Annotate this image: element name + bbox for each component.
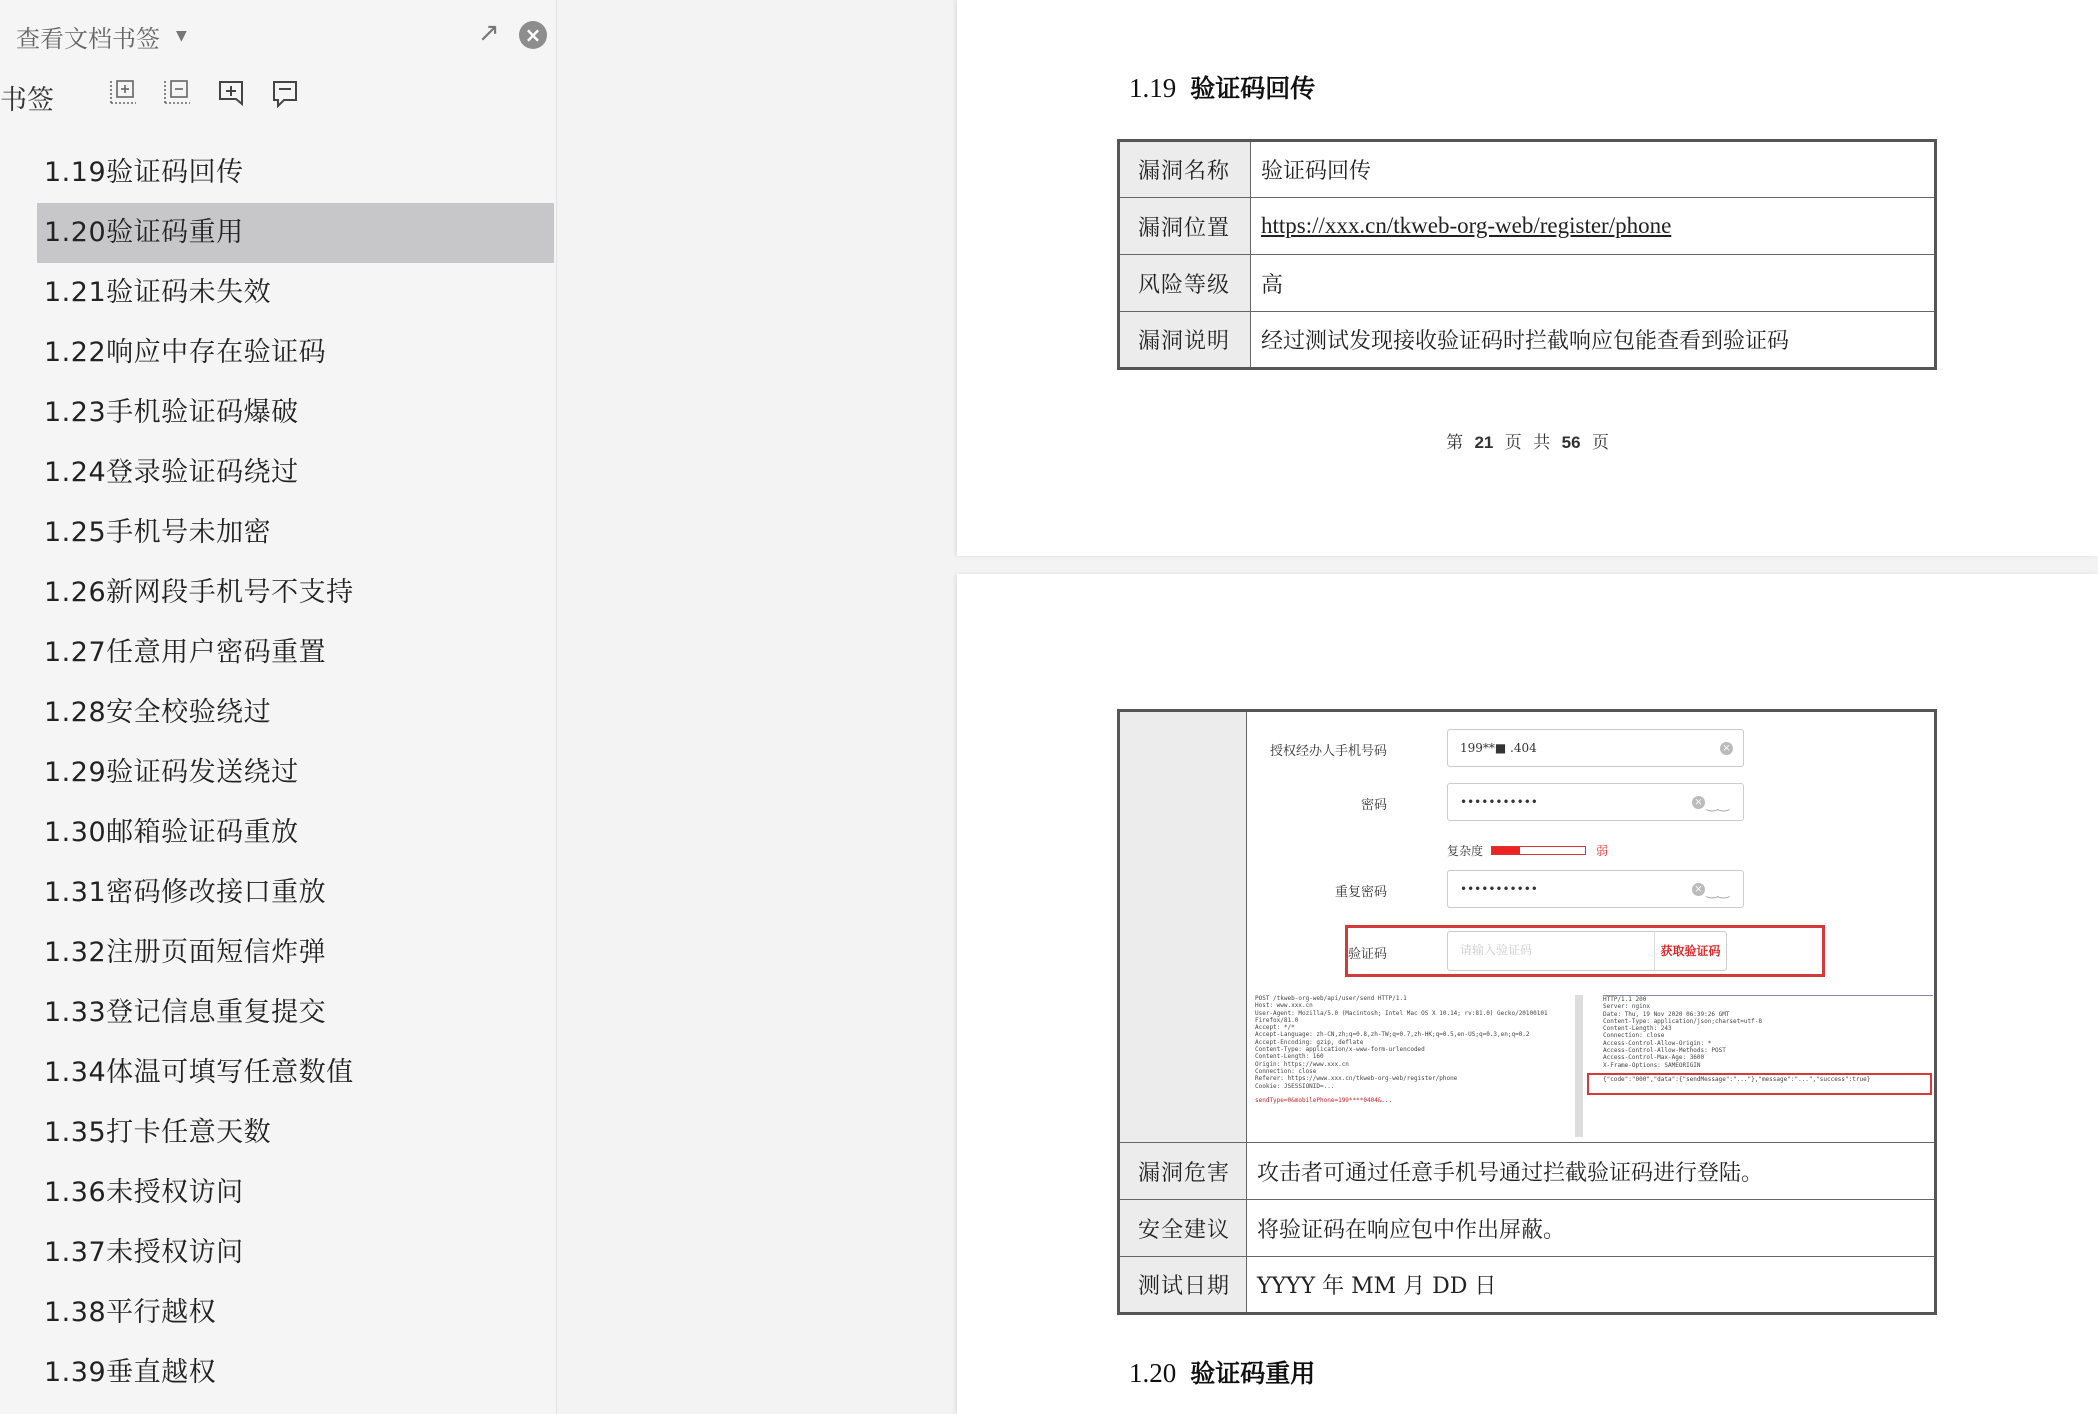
bookmark-item[interactable]: 1.39垂直越权 [44, 1357, 217, 1388]
strength-label: 复杂度 [1447, 844, 1484, 858]
eye-closed-icon: ‿‿ [1706, 883, 1729, 899]
bookmark-item[interactable]: 1.32注册页面短信炸弹 [44, 937, 327, 968]
table-row [1119, 1257, 1936, 1314]
bookmark-item[interactable]: 1.35打卡任意天数 [44, 1117, 272, 1148]
panel-title-dropdown[interactable] [16, 18, 187, 54]
row-label-empty [1119, 711, 1247, 1143]
bookmark-sidebar [0, 0, 557, 1414]
collapse-all-icon[interactable] [162, 78, 194, 110]
password-strength [1447, 842, 1608, 859]
evidence-screenshot [1247, 712, 1934, 1142]
get-code-button: 获取验证码 [1654, 931, 1726, 971]
document-view[interactable] [557, 0, 2098, 1414]
footer-suffix: 页 [1591, 433, 1609, 453]
bookmark-item[interactable]: 1.33登记信息重复提交 [44, 997, 327, 1028]
footer-prefix: 第 [1446, 433, 1464, 453]
strength-text: 弱 [1596, 844, 1609, 858]
bookmark-tab-label: 书签 [0, 85, 54, 116]
row-value: 验证码回传 [1251, 141, 1936, 198]
expand-all-icon[interactable] [108, 78, 140, 110]
bookmark-item[interactable]: 1.28安全校验绕过 [44, 697, 272, 728]
row-value: 经过测试发现接收验证码时拦截响应包能查看到验证码 [1251, 312, 1936, 369]
table-row [1119, 198, 1936, 255]
password-input [1447, 783, 1744, 821]
bookmark-item[interactable]: 1.34体温可填写任意数值 [44, 1057, 354, 1088]
bookmark-item[interactable]: 1.25手机号未加密 [44, 517, 272, 548]
row-label: 漏洞说明 [1119, 312, 1251, 369]
row-label: 风险等级 [1119, 255, 1251, 312]
password-value: ••••••••••• [1460, 795, 1538, 809]
close-icon[interactable]: × [519, 21, 547, 49]
document-page [957, 574, 2098, 1414]
table-row [1119, 1200, 1936, 1257]
table-row [1119, 255, 1936, 312]
evidence-screenshot-cell [1247, 711, 1936, 1143]
popout-icon[interactable]: ↗ [478, 18, 500, 48]
row-label: 安全建议 [1119, 1200, 1247, 1257]
eye-closed-icon: ‿‿ [1706, 796, 1729, 812]
section-heading [1129, 1354, 1315, 1390]
bookmark-item[interactable]: 1.24登录验证码绕过 [44, 457, 299, 488]
row-label: 漏洞危害 [1119, 1143, 1247, 1200]
bookmark-item[interactable]: 1.26新网段手机号不支持 [44, 577, 354, 608]
page-number: 21 [1474, 433, 1494, 452]
total-pages: 56 [1561, 433, 1581, 452]
vulnerability-table [1117, 139, 1937, 370]
strength-bar [1491, 846, 1586, 855]
clear-icon: × [1720, 742, 1733, 755]
section-title: 验证码重用 [1190, 1359, 1316, 1388]
section-number: 1.20 [1129, 1358, 1177, 1388]
bookmark-item[interactable]: 1.21验证码未失效 [44, 277, 272, 308]
vulnerability-url-link[interactable]: https://xxx.cn/tkweb-org-web/register/phone [1261, 213, 1672, 238]
clear-icon: × [1692, 796, 1705, 809]
add-bookmark-icon[interactable] [216, 78, 248, 110]
row-label: 漏洞位置 [1119, 198, 1251, 255]
row-label: 测试日期 [1119, 1257, 1247, 1314]
row-label: 漏洞名称 [1119, 141, 1251, 198]
code-label: 验证码 [1347, 947, 1387, 962]
bookmark-item[interactable]: 1.30邮箱验证码重放 [44, 817, 299, 848]
bookmark-item[interactable]: 1.22响应中存在验证码 [44, 337, 327, 368]
request-body: sendType=0&mobilePhone=199****0404&... [1255, 1097, 1393, 1105]
code-placeholder: 请输入验证码 [1460, 943, 1533, 957]
bookmark-item[interactable]: 1.37未授权访问 [44, 1237, 244, 1268]
phone-label: 授权经办人手机号码 [1269, 744, 1387, 759]
bookmark-item[interactable]: 1.38平行越权 [44, 1297, 217, 1328]
bookmark-item[interactable]: 1.19验证码回传 [44, 157, 244, 188]
bookmark-item[interactable]: 1.31密码修改接口重放 [44, 877, 327, 908]
password-label: 密码 [1360, 798, 1387, 813]
row-value-cell [1251, 198, 1936, 255]
phone-input [1447, 729, 1744, 767]
response-headers: HTTP/1.1 200 Server: nginx Date: Thu, 19 Nov 2020 06:39:26 GMT Content-Type: application/json;charset=utf-8 Content-Length: 243 Connection: close Access-Control-Allow-Origin: * Access-Control-Allow-Methods: POST Access-Control-Max-Age: 3600 X-Frame-Options: SAMEORIGIN [1603, 996, 1762, 1069]
confirm-password-value: ••••••••••• [1460, 882, 1538, 896]
strength-fill [1492, 847, 1520, 854]
confirm-password-input [1447, 870, 1744, 908]
table-row [1119, 312, 1936, 369]
row-value: 攻击者可通过任意手机号通过拦截验证码进行登陆。 [1247, 1143, 1936, 1200]
response-pane [1603, 995, 1933, 1137]
row-value: 高 [1251, 255, 1936, 312]
section-heading [1129, 69, 1315, 105]
bookmark-icon[interactable] [270, 78, 302, 110]
response-body: {"code":"000","data":{"sendMessage":"..."},"message":"...","success":true} [1603, 1076, 1871, 1084]
section-title: 验证码回传 [1190, 74, 1316, 103]
bookmark-item[interactable]: 1.36未授权访问 [44, 1177, 244, 1208]
footer-mid: 页 共 [1504, 433, 1551, 453]
phone-value: 199**■ .404 [1460, 741, 1537, 755]
row-value: YYYY 年 MM 月 DD 日 [1247, 1257, 1936, 1314]
bookmark-item[interactable]: 1.29验证码发送绕过 [44, 757, 299, 788]
bookmark-item[interactable]: 1.23手机验证码爆破 [44, 397, 299, 428]
document-page [957, 0, 2098, 556]
row-value: 将验证码在响应包中作出屏蔽。 [1247, 1200, 1936, 1257]
bookmark-item[interactable]: 1.20验证码重用 [37, 203, 554, 263]
table-row [1119, 141, 1936, 198]
page-footer [957, 428, 2098, 453]
bookmark-item[interactable]: 1.27任意用户密码重置 [44, 637, 327, 668]
vulnerability-table [1117, 709, 1937, 1315]
panel-title: 查看文档书签 [16, 24, 160, 53]
chevron-down-icon: ▼ [176, 28, 187, 44]
request-pane [1255, 995, 1583, 1137]
confirm-password-label: 重复密码 [1334, 885, 1387, 900]
highlight-box [1587, 1073, 1932, 1095]
table-row [1119, 1143, 1936, 1200]
bookmark-list [37, 143, 554, 1403]
section-number: 1.19 [1129, 73, 1177, 103]
request-headers: POST /tkweb-org-web/api/user/send HTTP/1.1 Host: www.xxx.cn User-Agent: Mozilla/5.0 (Macintosh; Intel Mac OS X 10.14; rv:81.0) Gecko/20100101 Firefox/81.0 Accept: */* Accept-Language: zh-CN,zh;q=0.8,zh-TW;q=0.7,zh-HK;q=0.5,en-US;q=0.3,en;q=0.2 Accept-Encoding: gzip, deflate Content-Type: application/x-www-form-urlencoded Content-Length: 160 Origin: https://www.xxx.cn Connection: close Referer: https://www.xxx.cn/tkweb-org-web/register/phone Cookie: JSESSIONID=... [1255, 995, 1548, 1090]
table-row [1119, 711, 1936, 1143]
clear-icon: × [1692, 883, 1705, 896]
